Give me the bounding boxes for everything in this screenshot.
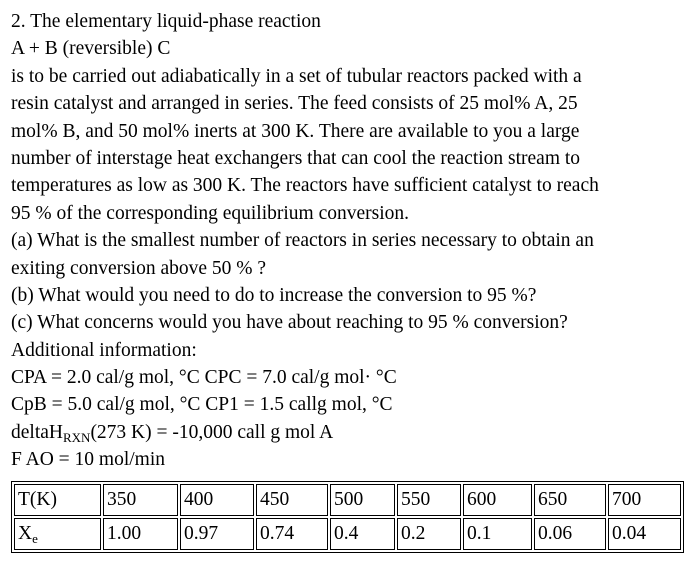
table-cell: 0.04 bbox=[608, 518, 681, 550]
heat-of-reaction-prefix: deltaH bbox=[11, 421, 63, 443]
table-cell: 550 bbox=[397, 484, 461, 516]
body-line: temperatures as low as 300 K. The reactors have sufficient catalyst to reach bbox=[11, 175, 599, 197]
table-row-temperature bbox=[14, 484, 681, 516]
table-cell: 700 bbox=[608, 484, 681, 516]
question-a: (a) What is the smallest number of reactors in series necessary to obtain an bbox=[11, 230, 594, 252]
table-cell: 0.74 bbox=[256, 518, 328, 550]
table-row-conversion bbox=[14, 518, 681, 550]
feed-flow-rate: F AO = 10 mol/min bbox=[11, 449, 166, 471]
table-cell: 0.2 bbox=[397, 518, 461, 550]
table-cell: 0.97 bbox=[180, 518, 254, 550]
body-line: resin catalyst and arranged in series. The feed consists of 25 mol% A, 25 bbox=[11, 93, 578, 115]
table-cell: 500 bbox=[330, 484, 395, 516]
problem-statement bbox=[11, 8, 691, 474]
additional-info-heading: Additional information: bbox=[11, 339, 197, 361]
reaction-equation: A + B (reversible) C bbox=[11, 38, 171, 60]
conversion-subscript: e bbox=[32, 531, 38, 546]
heat-of-reaction-value: (273 K) = -10,000 call g mol A bbox=[90, 421, 334, 443]
body-line: mol% B, and 50 mol% inerts at 300 K. There are available to you a large bbox=[11, 120, 580, 142]
table-cell: 0.1 bbox=[463, 518, 532, 550]
row-label-temperature: T(K) bbox=[14, 484, 101, 516]
body-line: is to be carried out adiabatically in a set of tubular reactors packed with a bbox=[11, 65, 582, 87]
body-line: number of interstage heat exchangers that can cool the reaction stream to bbox=[11, 147, 581, 169]
table-cell: 1.00 bbox=[103, 518, 178, 550]
conversion-symbol: X bbox=[18, 523, 33, 544]
heat-of-reaction bbox=[11, 419, 691, 446]
problem-heading: 2. The elementary liquid-phase reaction bbox=[11, 11, 321, 32]
table-cell: 600 bbox=[463, 484, 532, 516]
table-cell: 450 bbox=[256, 484, 328, 516]
question-c: (c) What concerns would you have about reaching to 95 % conversion? bbox=[11, 312, 568, 334]
table-cell: 0.06 bbox=[534, 518, 606, 550]
body-line: 95 % of the corresponding equilibrium conversion. bbox=[11, 202, 410, 224]
equilibrium-conversion-table bbox=[11, 481, 684, 553]
table-cell: 400 bbox=[180, 484, 254, 516]
heat-capacity-b-inert: CpB = 5.0 cal/g mol, °C CP1 = 1.5 callg mol, °C bbox=[11, 394, 393, 416]
question-b: (b) What would you need to do to increase the conversion to 95 %? bbox=[11, 284, 537, 306]
row-label-conversion bbox=[14, 518, 101, 550]
table-cell: 650 bbox=[534, 484, 606, 516]
table-cell: 350 bbox=[103, 484, 178, 516]
heat-capacity-a-c: CPA = 2.0 cal/g mol, °C CPC = 7.0 cal/g mol· °C bbox=[11, 367, 397, 389]
table-cell: 0.4 bbox=[330, 518, 395, 550]
heat-of-reaction-subscript: RXN bbox=[62, 429, 91, 445]
question-a-continued: exiting conversion above 50 % ? bbox=[11, 257, 267, 279]
